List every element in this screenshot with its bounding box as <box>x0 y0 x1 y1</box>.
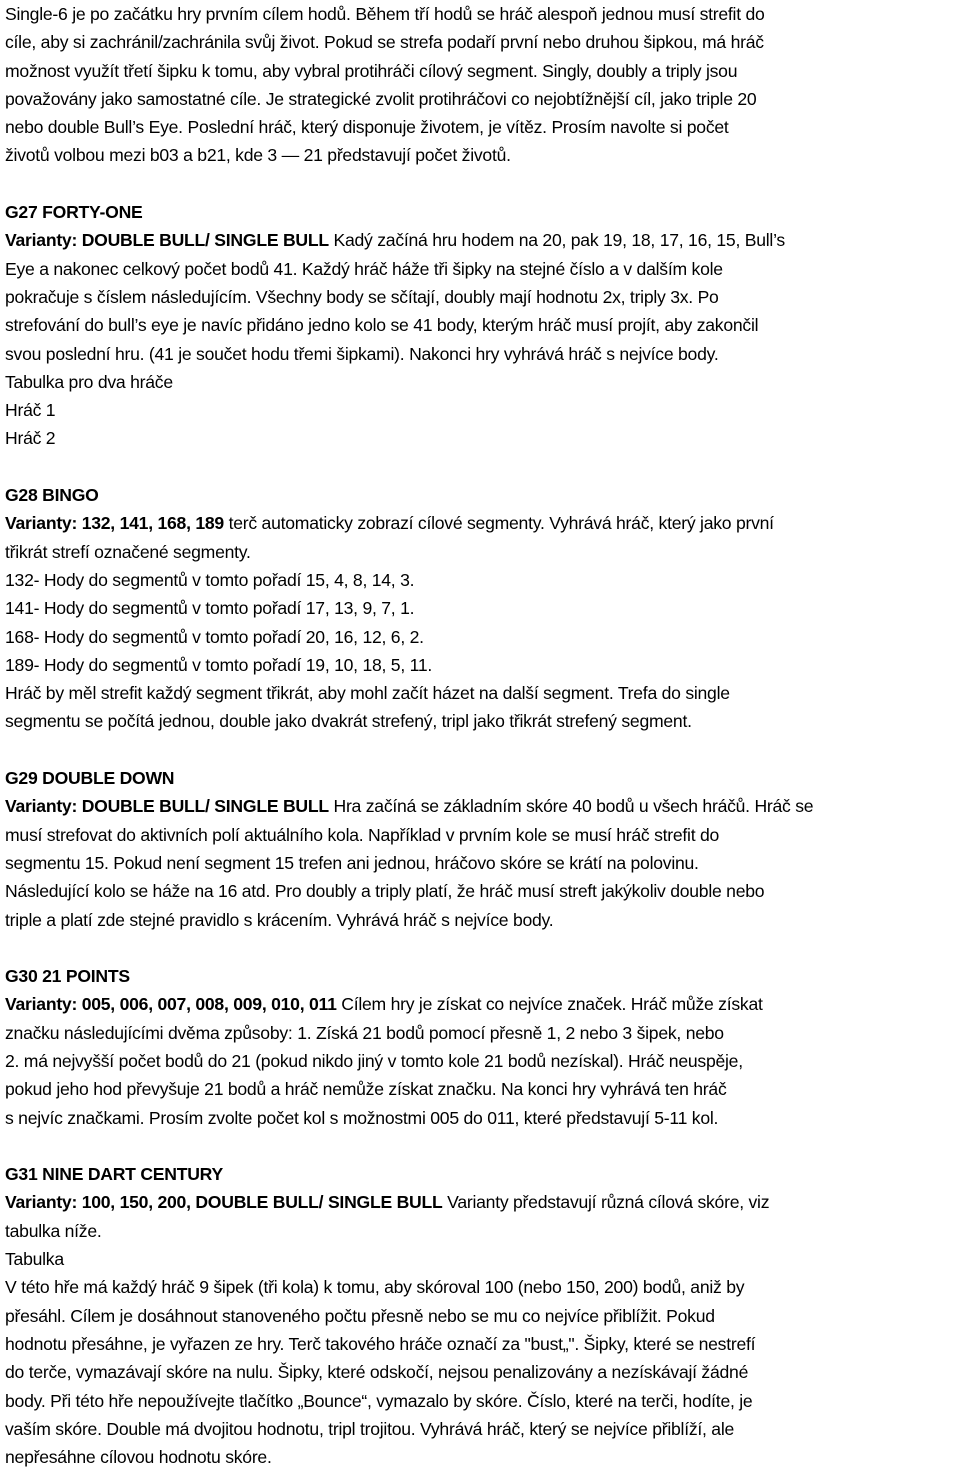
text-line: strefování do bull’s eye je navíc přidáno jedno kolo se 41 body, kterým hráč musí projít, aby zakončil <box>5 315 759 336</box>
section-g31 <box>5 1160 957 1471</box>
text-line: Následující kolo se háže na 16 atd. Pro doubly a triply platí, že hráč musí streft jakýkoliv double nebo <box>5 881 765 902</box>
text-line: 2. má nejvyšší počet bodů do 21 (pokud nikdo jiný v tomto kole 21 bodů nezískal). Hráč neuspěje, <box>5 1050 743 1071</box>
text-line: cíle, aby si zachránil/zachránila svůj život. Pokud se strefa podaří první nebo druhou šipkou, má hráč <box>5 32 764 53</box>
section-g28 <box>5 481 957 736</box>
text-line: body. Při této hře nepoužívejte tlačítko „Bounce“, vymazalo by skóre. Číslo, které na terči, hodíte, je <box>5 1390 753 1411</box>
variants-label: Varianty: 005, 006, 007, 008, 009, 010, 011 <box>5 994 337 1015</box>
section-g27 <box>5 198 957 453</box>
spacer <box>5 453 957 481</box>
variants-description: Cílem hry je získat co nejvíce značek. Hráč může získat <box>336 994 763 1015</box>
text-line: vaším skóre. Double má dvojitou hodnotu, tripl trojitou. Vyhrává hráč, který se nejvíce přiblíží, ale <box>5 1418 735 1439</box>
text-line: pokud jeho hod převyšuje 21 bodů a hráč nemůže získat značku. Na konci hry vyhrává ten hráč <box>5 1079 727 1100</box>
player-label: Hráč 1 <box>5 400 56 421</box>
spacer <box>5 170 957 198</box>
variants-label: Varianty: DOUBLE BULL/ SINGLE BULL <box>5 796 329 817</box>
text-line: musí strefovat do aktivních polí aktuálního kola. Například v prvním kole se musí hráč strefit do <box>5 824 720 845</box>
text-line: značku následujícími dvěma způsoby: 1. Získá 21 bodů pomocí přesně 1, 2 nebo 3 šipek, nebo <box>5 1022 724 1043</box>
document-page <box>5 0 957 1471</box>
text-line: do terče, vymazávají skóre na nulu. Šipky, které odskočí, nejsou penalizovány a nezískávají žádné <box>5 1362 749 1383</box>
section-title: G28 BINGO <box>5 485 99 506</box>
table-caption: Tabulka pro dva hráče <box>5 371 173 392</box>
section-title: G27 FORTY-ONE <box>5 202 143 223</box>
text-line: možnost využít třetí šipku k tomu, aby vybral protihráči cílový segment. Singly, doubly a triply jsou <box>5 60 738 81</box>
text-line: 141- Hody do segmentů v tomto pořadí 17, 13, 9, 7, 1. <box>5 598 415 619</box>
text-line: hodnotu přesáhne, je vyřazen ze hry. Terč takového hráče označí za "bust„". Šipky, které se nestrefí <box>5 1333 756 1354</box>
intro-paragraph <box>5 0 957 170</box>
text-line: 189- Hody do segmentů v tomto pořadí 19, 10, 18, 5, 11. <box>5 654 433 675</box>
text-line: Hráč by měl strefit každý segment třikrát, aby mohl začít házet na další segment. Trefa do single <box>5 683 730 704</box>
variants-line <box>5 226 957 254</box>
text-line: 132- Hody do segmentů v tomto pořadí 15, 4, 8, 14, 3. <box>5 569 415 590</box>
variants-label: Varianty: DOUBLE BULL/ SINGLE BULL <box>5 230 329 251</box>
text-line: přesáhl. Cílem je dosáhnout stanoveného počtu přesně nebo se mu co nejvíce přiblížit. Pokud <box>5 1305 715 1326</box>
table-caption: Tabulka <box>5 1249 64 1270</box>
variants-line <box>5 990 957 1018</box>
text-line: V této hře má každý hráč 9 šipek (tři kola) k tomu, aby skóroval 100 (nebo 150, 200) bodů, aniž by <box>5 1277 745 1298</box>
variants-label: Varianty: 100, 150, 200, DOUBLE BULL/ SINGLE BULL <box>5 1192 443 1213</box>
variants-description: Kadý začíná hru hodem na 20, pak 19, 18, 17, 16, 15, Bull’s <box>328 230 785 251</box>
text-line: nebo double Bull’s Eye. Poslední hráč, který disponuje životem, je vítěz. Prosím navolte si počet <box>5 117 729 138</box>
text-line: segmentu se počítá jednou, double jako dvakrát strefený, tripl jako třikrát strefený segment. <box>5 711 692 732</box>
spacer <box>5 736 957 764</box>
section-title: G30 21 POINTS <box>5 966 130 987</box>
variants-description: Hra začíná se základním skóre 40 bodů u všech hráčů. Hráč se <box>328 796 814 817</box>
text-line: segmentu 15. Pokud není segment 15 trefen ani jednou, hráčovo skóre se krátí na polovinu. <box>5 852 699 873</box>
text-line: Single-6 je po začátku hry prvním cílem hodů. Během tří hodů se hráč alespoň jednou musí strefit do <box>5 4 765 24</box>
section-title: G29 DOUBLE DOWN <box>5 768 175 789</box>
player-label: Hráč 2 <box>5 428 56 449</box>
section-g29 <box>5 764 957 934</box>
variants-description: terč automaticky zobrazí cílové segmenty. Vyhrává hráč, který jako první <box>223 513 774 534</box>
text-line: triple a platí zde stejné pravidlo s krácením. Vyhrává hráč s nejvíce body. <box>5 909 554 930</box>
variants-description: Varianty představují různá cílová skóre, viz <box>442 1192 770 1213</box>
spacer <box>5 934 957 962</box>
text-line: tabulka níže. <box>5 1220 102 1241</box>
section-g30 <box>5 962 957 1132</box>
text-line: třikrát strefí označené segmenty. <box>5 541 251 562</box>
variants-label: Varianty: 132, 141, 168, 189 <box>5 513 224 534</box>
variants-line <box>5 509 957 537</box>
text-line: životů volbou mezi b03 a b21, kde 3 — 21 představují počet životů. <box>5 145 511 166</box>
text-line: nepřesáhne cílovou hodnotu skóre. <box>5 1447 272 1468</box>
variants-line <box>5 792 957 820</box>
text-line: svou poslední hru. (41 je součet hodu třemi šipkami). Nakonci hry vyhrává hráč s nejvíce body. <box>5 343 719 364</box>
text-line: s nejvíc značkami. Prosím zvolte počet kol s možnostmi 005 do 011, které představují 5-11 kol. <box>5 1107 719 1128</box>
section-title: G31 NINE DART CENTURY <box>5 1164 223 1185</box>
text-line: pokračuje s číslem následujícím. Všechny body se sčítají, doubly mají hodnotu 2x, triply 3x. Po <box>5 286 719 307</box>
text-line: Eye a nakonec celkový počet bodů 41. Každý hráč háže tři šipky na stejné číslo a v dalším kole <box>5 258 723 279</box>
text-line: 168- Hody do segmentů v tomto pořadí 20, 16, 12, 6, 2. <box>5 626 424 647</box>
variants-line <box>5 1188 957 1216</box>
spacer <box>5 1132 957 1160</box>
text-line: považovány jako samostatné cíle. Je strategické zvolit protihráčovi co nejobtížnější cíl, jako triple 20 <box>5 88 757 109</box>
